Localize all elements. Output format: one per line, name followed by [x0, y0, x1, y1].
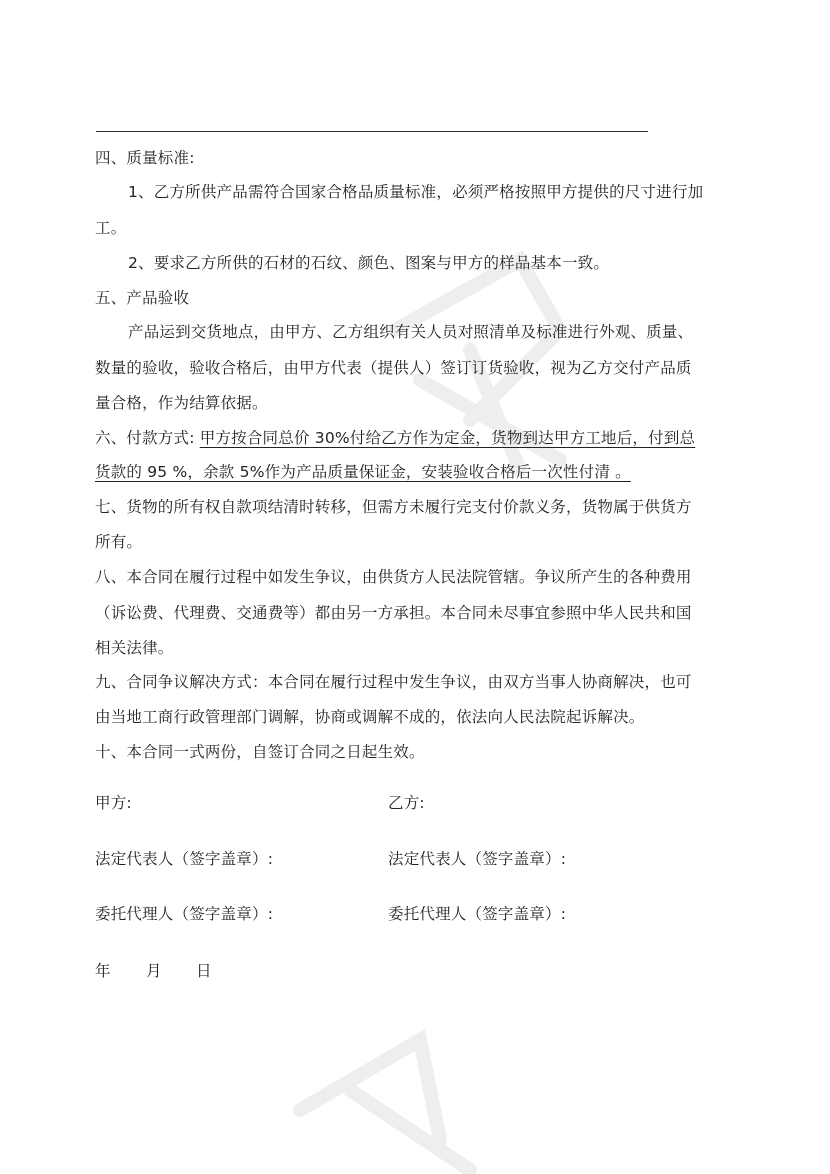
section-10: 十、本合同一式两份，自签订合同之日起生效。 [95, 743, 425, 761]
section-6-label: 六、付款方式: [95, 429, 200, 447]
section-5-title: 五、产品验收 [95, 289, 190, 307]
section-4-item-2: 2、要求乙方所供的石材的石纹、颜色、图案与甲方的样品基本一致。 [128, 254, 610, 272]
section-7-line-2: 所有。 [95, 533, 143, 551]
section-8-line-3: 相关法律。 [95, 639, 174, 657]
party-a-label: 甲方: [95, 794, 132, 812]
party-a-agent: 委托代理人（签字盖章）: [95, 905, 274, 923]
payment-terms-line-1: 甲方按合同总价 30%付给乙方作为定金，货物到达甲方工地后，付到总 [199, 429, 696, 447]
section-4-item-1-line-2: 工。 [95, 219, 127, 237]
section-9-line-2: 由当地工商行政管理部门调解，协商或调解不成的，依法向人民法院起诉解决。 [95, 708, 645, 726]
section-6-line-1 [95, 428, 695, 448]
section-7-line-1: 七、货物的所有权自款项结清时转移，但需方未履行完支付价款义务，货物属于供货方 [95, 498, 692, 516]
date-year: 年 [95, 962, 111, 980]
date-day: 日 [196, 962, 212, 980]
section-4-item-1-line-1: 1、乙方所供产品需符合国家合格品质量标准，必须严格按照甲方提供的尺寸进行加 [128, 183, 704, 201]
payment-terms-line-2: 货款的 95 %，余款 5%作为产品质量保证金，安装验收合格后一次性付清 。 [95, 463, 631, 481]
section-8-line-2: （诉讼费、代理费、交通费等）都由另一方承担。本合同未尽事宜参照中华人民共和国 [95, 604, 692, 622]
party-b-legal-rep: 法定代表人（签字盖章）: [388, 850, 567, 868]
section-5-line-3: 量合格，作为结算依据。 [95, 394, 268, 412]
top-divider [96, 131, 648, 132]
section-8-line-1: 八、本合同在履行过程中如发生争议，由供货方人民法院管辖。争议所产生的各种费用 [95, 568, 692, 586]
date-month: 月 [146, 962, 162, 980]
party-b-label: 乙方: [388, 794, 425, 812]
party-b-agent: 委托代理人（签字盖章）: [388, 905, 567, 923]
section-4-title: 四、质量标准: [95, 149, 195, 167]
section-9-line-1: 九、合同争议解决方式：本合同在履行过程中发生争议，由双方当事人协商解决，也可 [95, 673, 692, 691]
section-5-line-1: 产品运到交货地点，由甲方、乙方组织有关人员对照清单及标准进行外观、质量、 [128, 323, 694, 341]
section-5-line-2: 数量的验收，验收合格后，由甲方代表（提供人）签订订货验收，视为乙方交付产品质 [95, 359, 692, 377]
party-a-legal-rep: 法定代表人（签字盖章）: [95, 850, 274, 868]
